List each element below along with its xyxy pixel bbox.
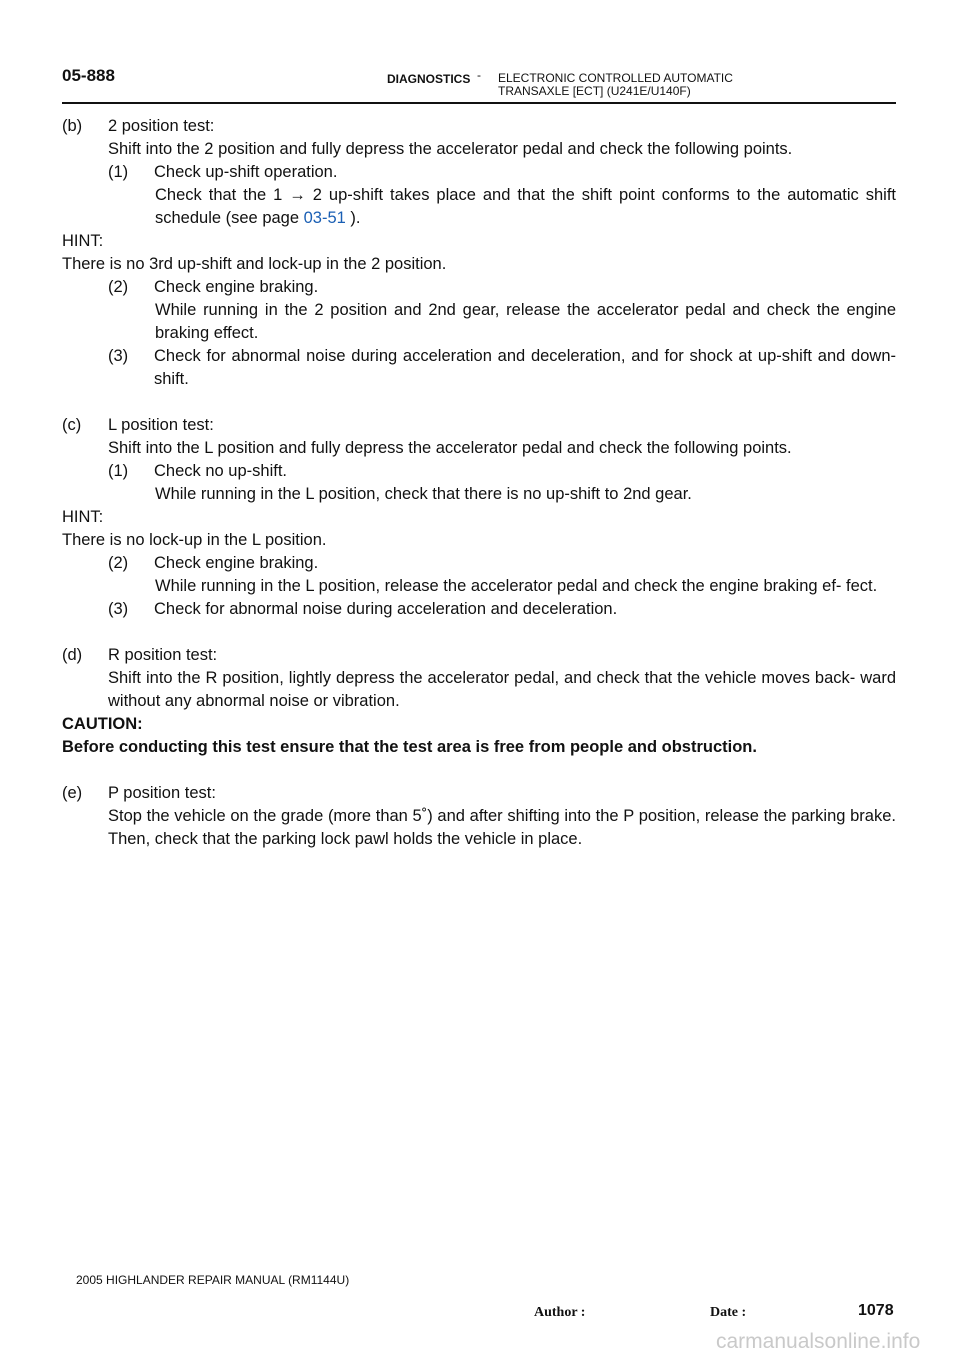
section-b-heading [62, 115, 896, 138]
footer-manual-title: 2005 HIGHLANDER REPAIR MANUAL (RM1144U) [76, 1273, 350, 1287]
hint-text: There is no lock-up in the L position. [62, 531, 327, 549]
step-title: Check engine braking. [154, 554, 319, 572]
section-intro: Shift into the R position, lightly depress the accelerator pedal, and check that the vehicle moves back- ward without any abnormal noise or vibration. [108, 669, 896, 710]
step-description: While running in the 2 position and 2nd gear, release the accelerator pedal and check the engine braking effect. [155, 301, 896, 342]
section-label: (e) [62, 784, 83, 802]
step-row [62, 598, 896, 621]
step-title-row [62, 552, 896, 575]
step-description: Check for abnormal noise during acceleration and deceleration, and for shock at up-shift and down-shift. [154, 347, 896, 388]
section-heading: P position test: [108, 784, 216, 802]
footer-page-number: 1078 [858, 1302, 894, 1319]
section-label: (c) [62, 416, 82, 434]
page-reference-link[interactable]: 03-51 [303, 209, 346, 227]
step-description [62, 184, 896, 230]
header-section: DIAGNOSTICS [387, 72, 471, 86]
document-body [62, 115, 896, 851]
step-number: (1) [108, 163, 129, 181]
hint-label: HINT: [62, 232, 104, 250]
step-description: While running in the L position, check that there is no up-shift to 2nd gear. [155, 485, 692, 503]
step-description: Check for abnormal noise during acceleration and deceleration. [154, 600, 618, 618]
section-heading: R position test: [108, 646, 218, 664]
section-d-heading [62, 644, 896, 667]
step-title-row [62, 161, 896, 184]
step-title: Check up-shift operation. [154, 163, 338, 181]
page-code: 05-888 [62, 66, 115, 85]
section-heading: L position test: [108, 416, 214, 434]
step-number: (2) [108, 554, 129, 572]
caution-label: CAUTION: [62, 715, 143, 733]
step-number: (3) [108, 347, 129, 365]
section-heading: 2 position test: [108, 117, 215, 135]
header-title [498, 72, 733, 98]
hint-text: There is no 3rd up-shift and lock-up in the 2 position. [62, 255, 447, 273]
step-title: Check engine braking. [154, 278, 319, 296]
step-title-row [62, 460, 896, 483]
step-description-text: Check that the 1 → 2 up-shift takes place and that the shift point conforms to the automatic shift schedule (see page [155, 186, 896, 227]
step-number: (3) [108, 600, 129, 618]
section-intro: Shift into the 2 position and fully depress the accelerator pedal and check the following points. [108, 140, 793, 158]
section-intro: Stop the vehicle on the grade (more than 5˚) and after shifting into the P position, release the parking brake. Then, check that the parking lock pawl holds the vehicle in place. [108, 807, 896, 848]
step-description: While running in the L position, release the accelerator pedal and check the engine braking ef- fect. [155, 577, 878, 595]
caution-text: Before conducting this test ensure that the test area is free from people and obstruction. [62, 738, 757, 756]
section-intro: Shift into the L position and fully depress the accelerator pedal and check the following points. [108, 439, 792, 457]
spacer [62, 391, 896, 414]
footer-author-label: Author : [534, 1305, 586, 1320]
section-c-heading [62, 414, 896, 437]
watermark: carmanualsonline.info [716, 1330, 921, 1353]
footer-date-label: Date : [710, 1305, 747, 1320]
step-number: (2) [108, 278, 129, 296]
header-dash: - [477, 68, 481, 82]
step-description-end: ). [345, 209, 361, 227]
step-title: Check no up-shift. [154, 462, 287, 480]
header-title-line2: TRANSAXLE [ECT] (U241E/U140F) [498, 84, 691, 98]
section-label: (b) [62, 117, 83, 135]
header-title-line1: ELECTRONIC CONTROLLED AUTOMATIC [498, 71, 733, 85]
spacer [62, 759, 896, 782]
hint-label: HINT: [62, 508, 104, 526]
header-rule [62, 102, 896, 104]
step-title-row [62, 276, 896, 299]
step-number: (1) [108, 462, 129, 480]
section-e-heading [62, 782, 896, 805]
spacer [62, 621, 896, 644]
step-row [62, 345, 896, 391]
section-label: (d) [62, 646, 83, 664]
